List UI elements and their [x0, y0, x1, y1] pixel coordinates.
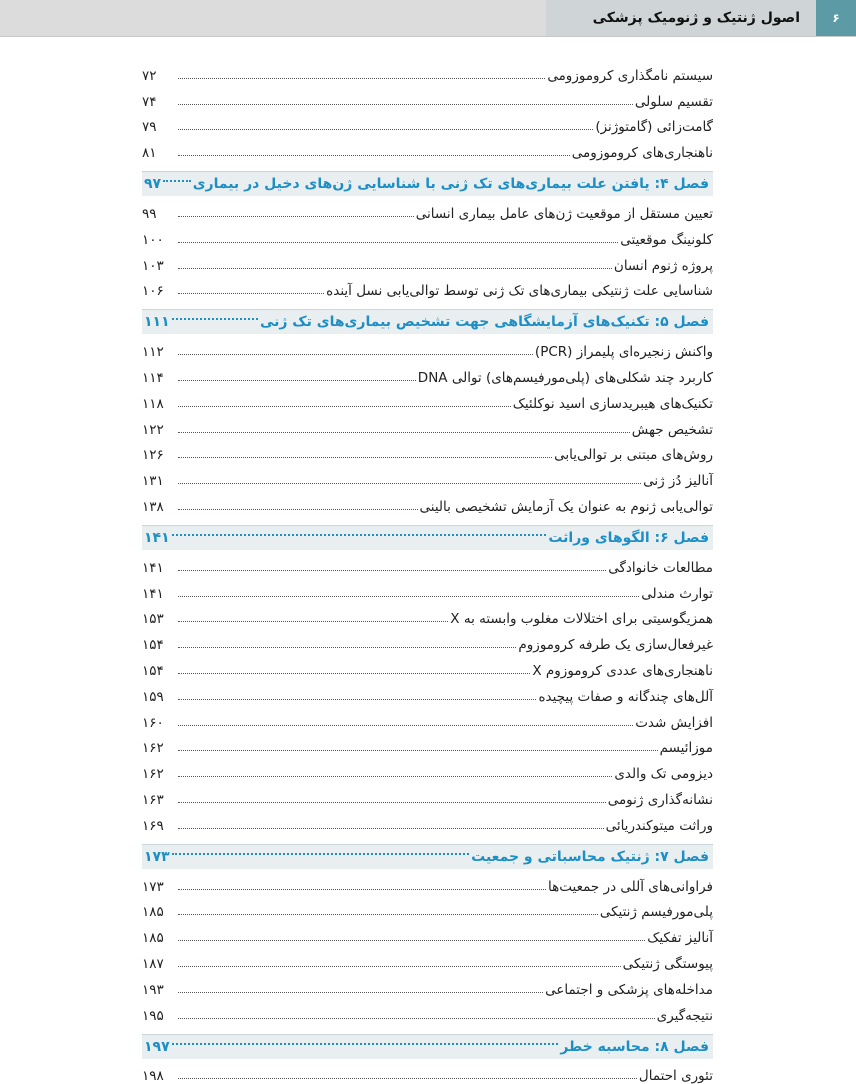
toc-entry: [142, 895, 713, 921]
page-ref: ۱۱۸: [142, 396, 176, 412]
toc-entry: [142, 1059, 713, 1084]
entry-title: سیستم نامگذاری کروموزومی: [547, 68, 713, 84]
dot-leader: [178, 992, 543, 993]
dot-leader: [178, 647, 516, 648]
toc-entry: [142, 731, 713, 757]
dot-leader: [172, 853, 470, 855]
dot-leader: [178, 406, 511, 407]
dot-leader: [178, 242, 618, 243]
toc-entry: [142, 58, 713, 84]
dot-leader: [178, 380, 416, 381]
page-ref: ۱۴۱: [142, 586, 176, 602]
toc-entry: [142, 808, 713, 834]
page-ref: ۱۸۵: [142, 930, 176, 946]
toc-entry: [142, 679, 713, 705]
entry-title: مطالعات خانوادگی: [608, 560, 713, 576]
dot-leader: [178, 293, 324, 294]
toc-entry: [142, 946, 713, 972]
page-ref: ۱۲۲: [142, 422, 176, 438]
page-ref: ۱۹۸: [142, 1068, 176, 1084]
page-ref: ۱۴۱: [142, 560, 176, 576]
toc-entry: [142, 602, 713, 628]
page-ref: ۱۲۶: [142, 447, 176, 463]
page-ref: ۱۶۳: [142, 792, 176, 808]
page-ref: ۷۹: [142, 119, 176, 135]
page-ref: ۱۱۲: [142, 344, 176, 360]
toc-chapter-heading: [142, 309, 713, 334]
page-ref: ۹۷: [142, 176, 161, 192]
toc-entry: [142, 110, 713, 136]
entry-title: افزایش شدت: [635, 715, 713, 731]
entry-title: آنالیز تفکیک: [647, 930, 713, 946]
chapter-title: فصل ۸: محاسبه خطر: [560, 1039, 713, 1055]
dot-leader: [172, 318, 258, 320]
page-ref: ۱۰۰: [142, 232, 176, 248]
page-ref: ۷۲: [142, 68, 176, 84]
page-ref: ۷۴: [142, 94, 176, 110]
book-title: اصول ژنتیک و ژنومیک پزشکی: [593, 0, 800, 36]
page-header: [0, 0, 856, 37]
page-ref: ۱۵۹: [142, 689, 176, 705]
entry-title: روش‌های مبتنی بر توالی‌یابی: [554, 447, 713, 463]
entry-title: توالی‌یابی ژنوم به عنوان یک آزمایش تشخیصی بالینی: [420, 499, 714, 515]
dot-leader: [178, 940, 645, 941]
toc-entry: [142, 334, 713, 360]
page-ref: ۱۵۳: [142, 611, 176, 627]
page-ref: ۱۷۳: [142, 849, 170, 865]
page-ref: ۱۴۱: [142, 530, 170, 546]
page-ref: ۱۹۷: [142, 1039, 170, 1055]
page-ref: ۱۶۲: [142, 740, 176, 756]
dot-leader: [178, 1018, 655, 1019]
toc-entry: [142, 438, 713, 464]
entry-title: مداخله‌های پزشکی و اجتماعی: [545, 982, 713, 998]
dot-leader: [178, 570, 606, 571]
table-of-contents: [142, 58, 713, 1084]
entry-title: تشخیص جهش: [632, 422, 713, 438]
page-ref: ۸۱: [142, 145, 176, 161]
dot-leader: [178, 78, 545, 79]
toc-entry: [142, 489, 713, 515]
page-ref: ۱۷۳: [142, 879, 176, 895]
entry-title: وراثت میتوکندریائی: [606, 818, 713, 834]
page-ref: ۱۰۶: [142, 283, 176, 299]
page-ref: ۹۹: [142, 206, 176, 222]
dot-leader: [178, 483, 641, 484]
dot-leader: [178, 155, 570, 156]
entry-title: کاربرد چند شکلی‌های (پلی‌مورفیسم‌های) توالی DNA: [418, 370, 713, 386]
toc-entry: [142, 196, 713, 222]
page-ref: ۱۵۴: [142, 663, 176, 679]
dot-leader: [178, 596, 639, 597]
entry-title: ناهنجاری‌های عددی کروموزوم X: [532, 663, 713, 679]
toc-chapter-heading: [142, 844, 713, 869]
page-ref: ۱۶۹: [142, 818, 176, 834]
dot-leader: [178, 725, 633, 726]
dot-leader: [178, 828, 604, 829]
chapter-title: فصل ۴: یافتن علت بیماری‌های تک ژنی با شناسایی ژن‌های دخیل در بیماری: [193, 176, 713, 192]
toc-entry: [142, 412, 713, 438]
dot-leader: [178, 621, 448, 622]
toc-entry: [142, 653, 713, 679]
toc-entry: [142, 972, 713, 998]
page-ref: ۱۱۴: [142, 370, 176, 386]
chapter-title: فصل ۶: الگوهای وراثت: [548, 530, 713, 546]
dot-leader: [172, 1043, 559, 1045]
toc-entry: [142, 84, 713, 110]
dot-leader: [178, 750, 658, 751]
dot-leader: [178, 699, 536, 700]
toc-chapter-heading: [142, 1034, 713, 1059]
page-ref: ۱۱۱: [142, 314, 170, 330]
dot-leader: [178, 776, 612, 777]
dot-leader: [178, 1078, 637, 1079]
toc-entry: [142, 782, 713, 808]
dot-leader: [163, 180, 191, 182]
dot-leader: [178, 354, 533, 355]
entry-title: فراوانی‌های آللی در جمعیت‌ها: [548, 879, 713, 895]
toc-entry: [142, 627, 713, 653]
entry-title: تئوری احتمال: [639, 1068, 713, 1084]
entry-title: همزیگوسیتی برای اختلالات مغلوب وابسته به X: [450, 611, 713, 627]
page-ref: ۱۹۵: [142, 1008, 176, 1024]
dot-leader: [178, 914, 598, 915]
page-ref: ۱۸۷: [142, 956, 176, 972]
entry-title: ناهنجاری‌های کروموزومی: [572, 145, 713, 161]
page-number-badge: [816, 0, 856, 36]
entry-title: آلل‌های چندگانه و صفات پیچیده: [538, 689, 713, 705]
toc-entry: [142, 998, 713, 1024]
chapter-title: فصل ۷: ژنتیک محاسباتی و جمعیت: [471, 849, 713, 865]
dot-leader: [172, 534, 547, 536]
dot-leader: [178, 509, 418, 510]
chapter-title: فصل ۵: تکنیک‌های آزمایشگاهی جهت تشخیص بیماری‌های تک ژنی: [260, 314, 713, 330]
toc-chapter-heading: [142, 171, 713, 196]
toc-chapter-heading: [142, 525, 713, 550]
entry-title: گامت‌زائی (گامتوژنز): [595, 119, 713, 135]
toc-entry: [142, 135, 713, 161]
entry-title: دیزومی تک والدی: [614, 766, 713, 782]
dot-leader: [178, 802, 606, 803]
toc-entry: [142, 705, 713, 731]
toc-entry: [142, 222, 713, 248]
page-ref: ۱۳۱: [142, 473, 176, 489]
dot-leader: [178, 104, 633, 105]
entry-title: توارث مندلی: [641, 586, 713, 602]
dot-leader: [178, 673, 530, 674]
entry-title: تقسیم سلولی: [635, 94, 713, 110]
page-ref: ۱۸۵: [142, 904, 176, 920]
toc-entry: [142, 386, 713, 412]
dot-leader: [178, 268, 612, 269]
entry-title: تکنیک‌های هیبریدسازی اسید نوکلئیک: [513, 396, 713, 412]
page-ref: ۱۹۳: [142, 982, 176, 998]
entry-title: کلونینگ موقعیتی: [620, 232, 713, 248]
entry-title: پیوستگی ژنتیکی: [623, 956, 713, 972]
toc-entry: [142, 550, 713, 576]
entry-title: موزائیسم: [660, 740, 713, 756]
entry-title: نشانه‌گذاری ژنومی: [608, 792, 713, 808]
toc-entry: [142, 576, 713, 602]
entry-title: نتیجه‌گیری: [657, 1008, 713, 1024]
toc-entry: [142, 920, 713, 946]
toc-entry: [142, 463, 713, 489]
entry-title: واکنش زنجیره‌ای پلیمراز (PCR): [535, 344, 713, 360]
page-ref: ۱۳۸: [142, 499, 176, 515]
dot-leader: [178, 129, 593, 130]
entry-title: شناسایی علت ژنتیکی بیماری‌های تک ژنی توسط توالی‌یابی نسل آینده: [326, 283, 713, 299]
entry-title: پروژه ژنوم انسان: [614, 258, 713, 274]
page-ref: ۱۰۳: [142, 258, 176, 274]
toc-entry: [142, 756, 713, 782]
toc-entry: [142, 360, 713, 386]
entry-title: آنالیز دُز ژنی: [643, 473, 713, 489]
entry-title: غیرفعال‌سازی یک طرفه کروموزوم: [518, 637, 713, 653]
page-number: ۶: [832, 11, 839, 25]
toc-entry: [142, 869, 713, 895]
dot-leader: [178, 966, 621, 967]
dot-leader: [178, 432, 630, 433]
dot-leader: [178, 216, 414, 217]
toc-entry: [142, 248, 713, 274]
page-ref: ۱۶۲: [142, 766, 176, 782]
entry-title: تعیین مستقل از موقعیت ژن‌های عامل بیماری انسانی: [416, 206, 713, 222]
toc-entry: [142, 274, 713, 300]
dot-leader: [178, 889, 546, 890]
entry-title: پلی‌مورفیسم ژنتیکی: [600, 904, 713, 920]
dot-leader: [178, 457, 552, 458]
page-ref: ۱۵۴: [142, 637, 176, 653]
page-ref: ۱۶۰: [142, 715, 176, 731]
